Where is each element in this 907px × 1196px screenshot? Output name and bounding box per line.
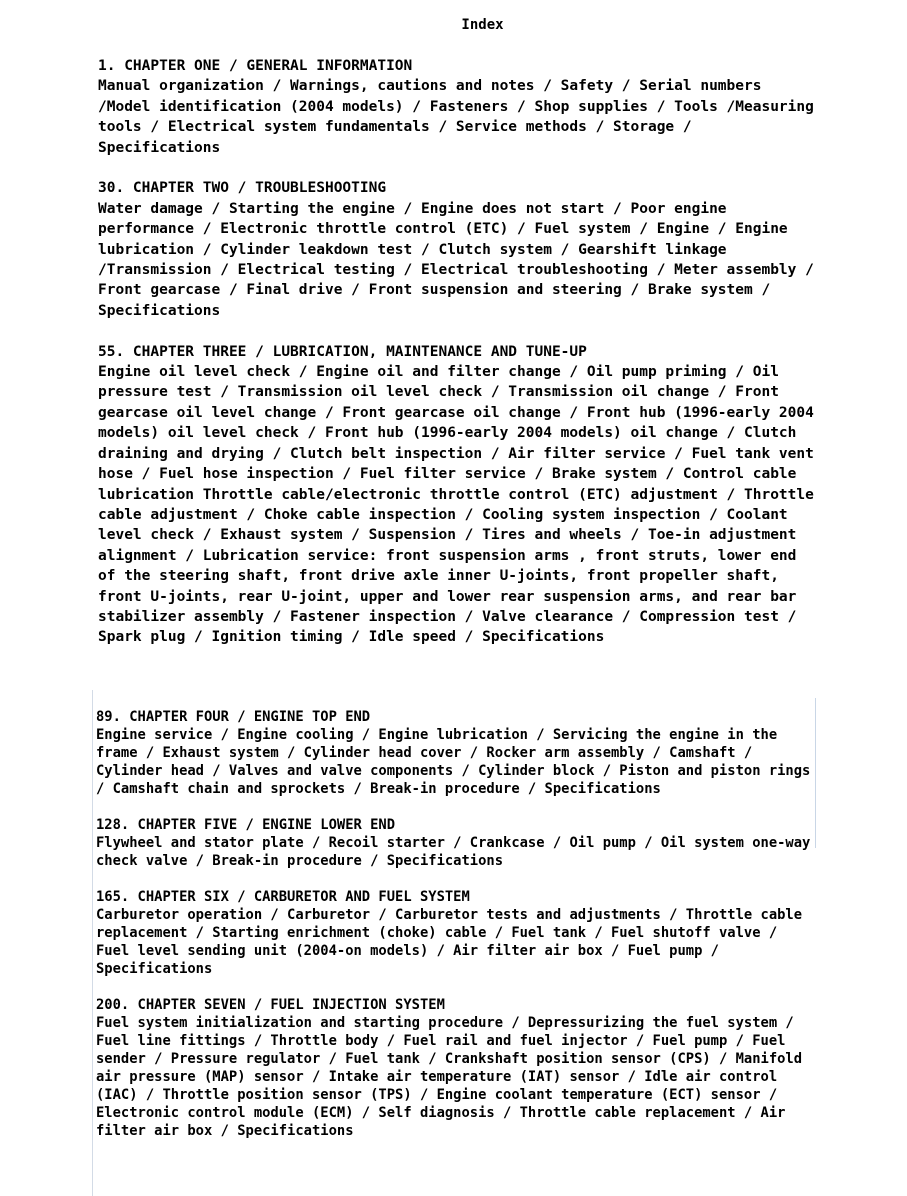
left-rule-divider bbox=[92, 690, 93, 1196]
index-entry-chapter-seven bbox=[96, 996, 816, 1140]
index-entry-chapter-five bbox=[96, 816, 816, 870]
chapter-topics: Carburetor operation / Carburetor / Carburetor tests and adjustments / Throttle cable replacement / Starting enrichment (choke) cable / Fuel tank / Fuel shutoff valve / Fuel level sending unit (2004-on models) / Air filter air box / Fuel pump / Specifications bbox=[96, 907, 803, 977]
chapter-topics: Engine oil level check / Engine oil and filter change / Oil pump priming / Oil pressure test / Transmission oil level check / Transmission oil change / Front gearcase oil level change / Front gearcase oil change / Front hub (1996-early 2004 models) oil level check / Front hub (1996-early 2004 models) oil change / Clutch draining and drying / Clutch belt inspection / Air filter service / Fuel tank vent hose / Fuel hose inspection / Fuel filter service / Brake system / Control cable lubrication Throttle cable/electronic throttle control (ETC) adjustment / Throttle cable adjustment / Choke cable inspection / Cooling system inspection / Coolant level check / Exhaust system / Suspension / Tires and wheels / Toe-in adjustment alignment / Lubrication service: front suspension arms , front struts, lower end of the steering shaft, front drive axle inner U-joints, front propeller shaft, front U-joints, rear U-joint, upper and lower rear suspension arms, and rear bar stabilizer assembly / Fastener inspection / Valve clearance / Compression test / Spark plug / Ignition timing / Idle speed / Specifications bbox=[98, 364, 814, 646]
index-entry-chapter-three bbox=[98, 342, 818, 648]
index-section-upper bbox=[98, 56, 818, 668]
index-entry-chapter-six bbox=[96, 888, 816, 978]
chapter-heading: 89. CHAPTER FOUR / ENGINE TOP END bbox=[96, 709, 371, 725]
chapter-heading: 30. CHAPTER TWO / TROUBLESHOOTING bbox=[98, 180, 387, 197]
chapter-heading: 128. CHAPTER FIVE / ENGINE LOWER END bbox=[96, 817, 396, 833]
chapter-topics: Engine service / Engine cooling / Engine lubrication / Servicing the engine in the frame / Exhaust system / Cylinder head cover / Rocker arm assembly / Camshaft / Cylinder head / Valves and valve components / Cylinder block / Piston and piston rings / Camshaft chain and sprockets / Break-in procedure / Specifications bbox=[96, 727, 811, 797]
chapter-topics: Manual organization / Warnings, cautions and notes / Safety / Serial numbers /Model identification (2004 models) / Fasteners / Shop supplies / Tools /Measuring tools / Electrical system fundamentals / Service methods / Storage / Specifications bbox=[98, 78, 814, 156]
chapter-topics: Water damage / Starting the engine / Engine does not start / Poor engine performance / Electronic throttle control (ETC) / Fuel system / Engine / Engine lubrication / Cylinder leakdown test / Clutch system / Gearshift linkage /Transmission / Electrical testing / Electrical troubleshooting / Meter assembly / Front gearcase / Final drive / Front suspension and steering / Brake system / Specifications bbox=[98, 200, 814, 319]
chapter-heading: 1. CHAPTER ONE / GENERAL INFORMATION bbox=[98, 58, 413, 74]
index-section-lower bbox=[96, 708, 816, 1158]
chapter-heading: 165. CHAPTER SIX / CARBURETOR AND FUEL SYSTEM bbox=[96, 889, 470, 905]
index-entry-chapter-two bbox=[98, 178, 818, 321]
chapter-topics: Fuel system initialization and starting procedure / Depressurizing the fuel system / Fuel line fittings / Throttle body / Fuel rail and fuel injector / Fuel pump / Fuel sender / Pressure regulator / Fuel tank / Crankshaft position sensor (CPS) / Manifold air pressure (MAP) sensor / Intake air temperature (IAT) sensor / Idle air control (IAC) / Throttle position sensor (TPS) / Engine coolant temperature (ECT) sensor / Electronic control module (ECM) / Self diagnosis / Throttle cable replacement / Air filter air box / Specifications bbox=[96, 1015, 803, 1139]
index-entry-chapter-one bbox=[98, 56, 818, 158]
chapter-heading: 55. CHAPTER THREE / LUBRICATION, MAINTENANCE AND TUNE-UP bbox=[98, 343, 587, 360]
chapter-heading: 200. CHAPTER SEVEN / FUEL INJECTION SYSTEM bbox=[96, 997, 445, 1013]
index-entry-chapter-four bbox=[96, 708, 816, 798]
chapter-topics: Flywheel and stator plate / Recoil starter / Crankcase / Oil pump / Oil system one-way check valve / Break-in procedure / Specifications bbox=[96, 835, 811, 869]
page-title: Index bbox=[461, 17, 504, 33]
